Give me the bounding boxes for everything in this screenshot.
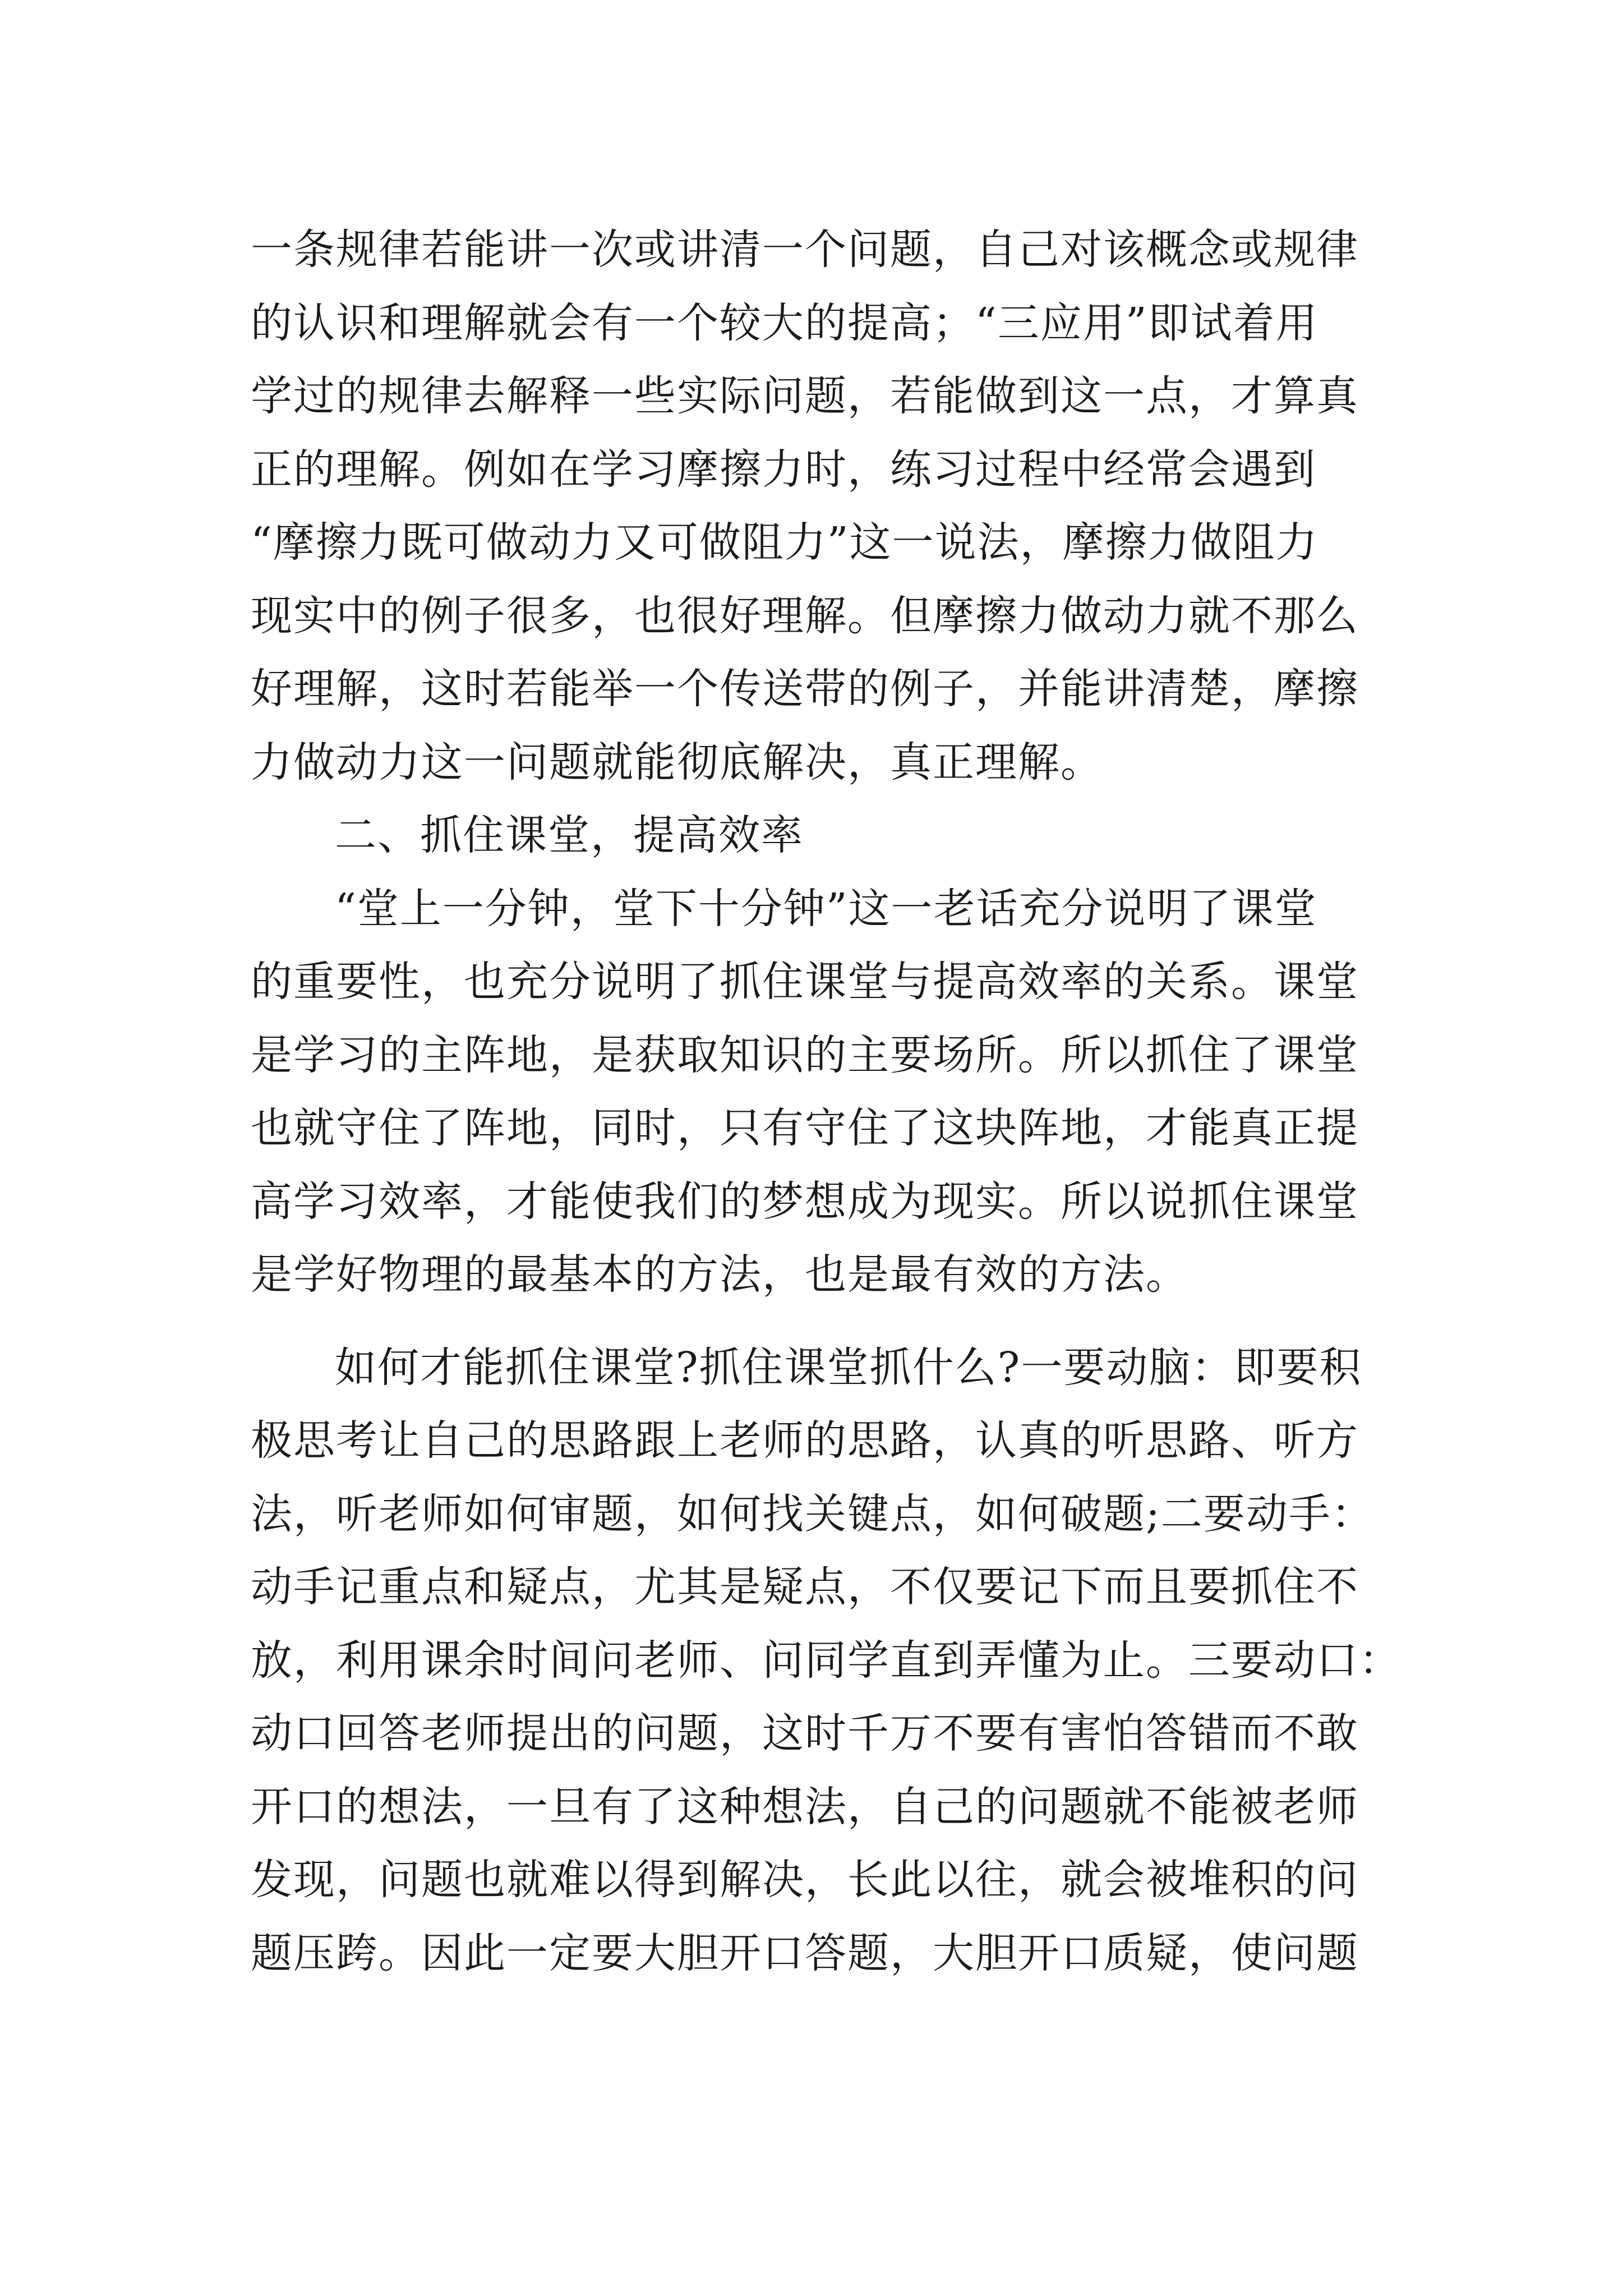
paragraph-line: “摩擦力既可做动力又可做阻力”这一说法，摩擦力做阻力 [251, 518, 1318, 567]
paragraph-line: 学过的规律去解释一些实际问题，若能做到这一点，才算真 [251, 372, 1359, 420]
paragraph-line: 动手记重点和疑点，尤其是疑点，不仅要记下而且要抓住不 [251, 1563, 1359, 1611]
paragraph-line: 放，利用课余时间问老师、问同学直到弄懂为止。三要动口： [251, 1636, 1401, 1685]
paragraph-line: 法，听老师如何审题，如何找关键点，如何破题;二要动手： [251, 1489, 1374, 1538]
paragraph-line: 力做动力这一问题就能彻底解决，真正理解。 [251, 738, 1103, 786]
paragraph-line: 的认识和理解就会有一个较大的提高；“三应用”即试着用 [251, 298, 1318, 347]
section-heading: 二、抓住课堂，提高效率 [335, 811, 804, 859]
paragraph-line: “堂上一分钟，堂下十分钟”这一老话充分说明了课堂 [335, 884, 1317, 933]
paragraph-line: 动口回答老师提出的问题，这时千万不要有害怕答错而不敢 [251, 1709, 1359, 1757]
paragraph-line: 的重要性，也充分说明了抓住课堂与提高效率的关系。课堂 [251, 958, 1359, 1006]
paragraph-line: 正的理解。例如在学习摩擦力时，练习过程中经常会遇到 [251, 445, 1316, 494]
paragraph-line: 高学习效率，才能使我们的梦想成为现实。所以说抓住课堂 [251, 1177, 1359, 1226]
paragraph-line: 发现，问题也就难以得到解决，长此以往，就会被堆积的问 [251, 1856, 1359, 1904]
paragraph-line: 好理解，这时若能举一个传送带的例子，并能讲清楚，摩擦 [251, 665, 1359, 713]
paragraph-line: 题压跨。因此一定要大胆开口答题，大胆开口质疑，使问题 [251, 1929, 1359, 1977]
paragraph-line: 一条规律若能讲一次或讲清一个问题，自己对该概念或规律 [251, 226, 1359, 274]
paragraph-line: 如何才能抓住课堂?抓住课堂抓什么?一要动脑：即要积 [335, 1343, 1362, 1392]
paragraph-gap [251, 1312, 1400, 1331]
paragraph-line: 是学习的主阵地，是获取知识的主要场所。所以抓住了课堂 [251, 1030, 1359, 1079]
paragraph-line: 是学好物理的最基本的方法，也是最有效的方法。 [251, 1250, 1188, 1299]
paragraph-line: 开口的想法，一旦有了这种想法，自己的问题就不能被老师 [251, 1782, 1359, 1831]
paragraph-line: 现实中的例子很多，也很好理解。但摩擦力做动力就不那么 [251, 591, 1359, 640]
paragraph-line: 极思考让自己的思路跟上老师的思路，认真的听思路、听方 [251, 1416, 1359, 1465]
paragraph-line: 也就守住了阵地，同时，只有守住了这块阵地，才能真正提 [251, 1104, 1359, 1152]
body-text [251, 213, 1400, 1990]
